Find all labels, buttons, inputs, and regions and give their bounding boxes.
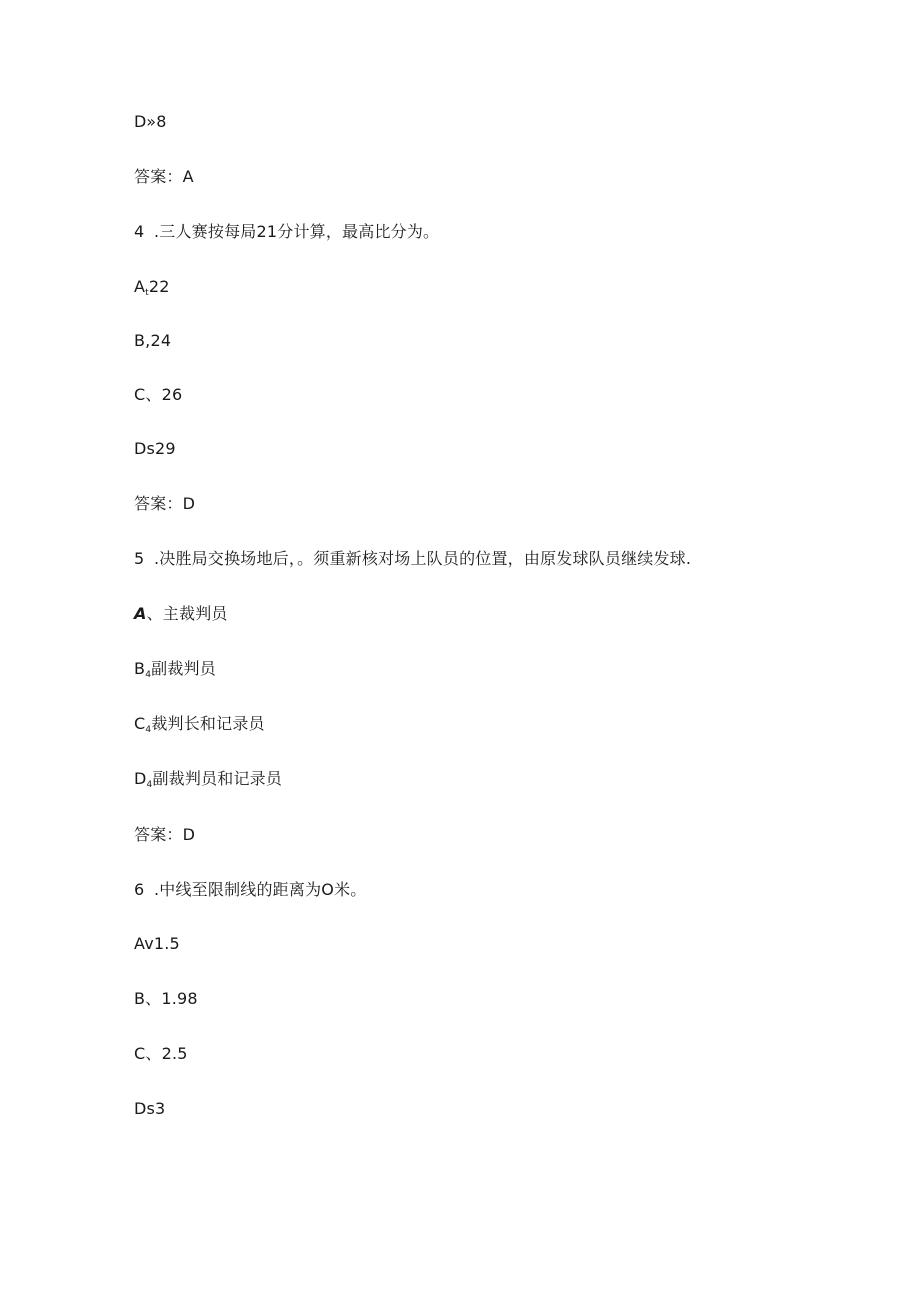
option-c-q5: $C_4$裁判长和记录员 xyxy=(134,714,265,735)
option-d-q6: Ds3 xyxy=(134,1099,166,1118)
question-number: 5 xyxy=(134,549,145,568)
option-c-q4: C、26 xyxy=(134,385,183,404)
question-number: 6 xyxy=(134,880,145,899)
question-text: .三人赛按每局21分计算，最高比分为。 xyxy=(154,222,440,241)
option-a-q4: $A_t22$ xyxy=(134,277,170,298)
option-b-q5: $B_4$副裁判员 xyxy=(134,659,216,680)
option-d-q4: Ds29 xyxy=(134,439,176,458)
question-number: 4 xyxy=(134,222,145,241)
option-b-q6: B、1.98 xyxy=(134,989,198,1008)
question-5 xyxy=(134,549,691,569)
question-text: .中线至限制线的距离为O米。 xyxy=(154,880,367,899)
question-6 xyxy=(134,880,366,900)
question-text: .决胜局交换场地后，。须重新核对场上队员的位置，由原发球队员继续发球. xyxy=(154,549,692,568)
question-4 xyxy=(134,222,439,242)
option-d-q5: $D_4$副裁判员和记录员 xyxy=(134,769,283,790)
answer-q3: 答案：A xyxy=(134,167,194,186)
option-a-q6: Av1.5 xyxy=(134,934,180,953)
option-b-q4: B,24 xyxy=(134,331,172,350)
answer-q4: 答案：D xyxy=(134,494,196,513)
answer-q5: 答案：D xyxy=(134,825,196,844)
option-a-q5: A、主裁判员 xyxy=(134,604,228,623)
option-c-q6: C、2.5 xyxy=(134,1044,188,1063)
option-d-q3: D»8 xyxy=(134,112,167,131)
